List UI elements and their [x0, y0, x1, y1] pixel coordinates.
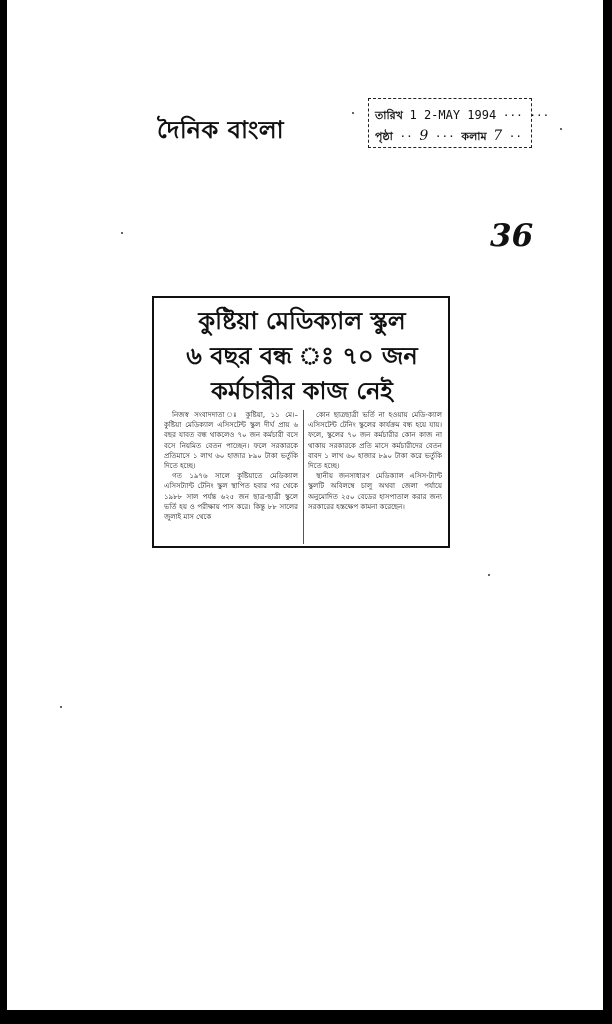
scan-edge-right: [603, 0, 612, 1024]
stamp-dots: ··: [399, 130, 413, 143]
stamp-dashes: ··· ···: [502, 109, 550, 122]
stamp-page-row: [375, 128, 522, 147]
article-column-left: [164, 410, 298, 544]
scan-speck: [560, 128, 562, 130]
newspaper-clipping: [152, 296, 450, 548]
stamp-page-value: 9: [419, 128, 429, 144]
scan-speck: [121, 232, 123, 234]
headline-line: কর্মচারীর কাজ নেই: [211, 377, 393, 405]
article-paragraph: স্থানীয় জনসাধারণ মেডিক্যাল এসিস-ট্যান্ট স্কুলটি অবিলম্বে চালু অথবা জেলা পর্যায়ে অনুমোদিত ২৫০ বেডের হাসপাতাল করার জন্য সরকারের হস্তক্ষেপ কামনা করেছেন।: [308, 472, 442, 511]
headline-line: কুষ্টিয়া মেডিক্যাল স্কুল: [198, 307, 406, 335]
stamp-dots: ···: [434, 130, 455, 143]
headline-line: ৬ বছর বন্ধ ঃ ৭০ জন: [186, 342, 418, 370]
scan-speck: [488, 574, 490, 576]
stamp-page-label: পৃষ্ঠা: [375, 130, 393, 143]
scan-edge-left: [0, 0, 7, 1024]
date-stamp: [368, 98, 550, 148]
article-column-right: [308, 410, 442, 544]
stamp-date-row: [375, 107, 549, 126]
scan-edge-bottom: [0, 1010, 612, 1024]
article-paragraph: গত ১৯৭৬ সালে কুষ্টিয়াতে মেডিক্যাল এসিসট্যান্ট টেনিং স্কুল স্থাপিত হবার পর থেকে ১৯৮৮ সাল পর্যন্ত ৬২৫ জন ছাত্র-ছাত্রী স্কুলে ভর্তি হয় ও পরীক্ষায় পাস করে। কিন্তু ৮৮ সালের জুলাই মাস থেকে: [164, 472, 298, 522]
article-headline: [160, 304, 444, 409]
article-body: [164, 410, 442, 544]
stamp-dots: ··: [508, 130, 522, 143]
stamp-column-value: 7: [493, 128, 503, 144]
article-paragraph: নিজস্ব সংবাদদাতা ঃ কুষ্টিয়া, ১১ মে।–কুষ্টিয়া মেডিক্যাল এসিসটেন্ট স্কুল দীর্ঘ প্রায় ৬ বছর যাবত বন্ধ থাকলেও ৭০ জন কর্মচারী বসে বসে নিয়মিত বেতন পাচ্ছেন। ফলে সরকারকে প্রতিমাসে ১ লাখ ৬০ হাজার ৮৯০ টাকা ভর্তুকি দিতে হচ্ছে।: [164, 411, 298, 471]
newspaper-name: দৈনিক বাংলা: [157, 116, 285, 144]
stamp-date-value: 1 2-MAY 1994: [409, 108, 497, 122]
stamp-date-label: তারিখ: [375, 109, 403, 122]
handwritten-page-number: 36: [490, 218, 534, 254]
scan-speck: [60, 706, 62, 708]
column-divider: [303, 410, 304, 544]
article-paragraph: কোন ছাত্রছাত্রী ভর্তি না হওয়ায় মেডি-ক্যাল এসিসটেন্ট টেনিং স্কুলের কার্যক্রম বন্ধ হয়ে যায়। ফলে, স্কুলের ৭০ জন কর্মচারীর কোন কাজ না থাকায় সরকারকে প্রতি মাসে কর্মচারীদের বেতন বাবদ ১ লাখ ৬০ হাজার ৮৯০ টাকা করে ভর্তুকি দিতে হচ্ছে।: [308, 411, 442, 471]
stamp-column-label: কলাম: [461, 130, 487, 143]
scan-speck: [352, 112, 354, 114]
